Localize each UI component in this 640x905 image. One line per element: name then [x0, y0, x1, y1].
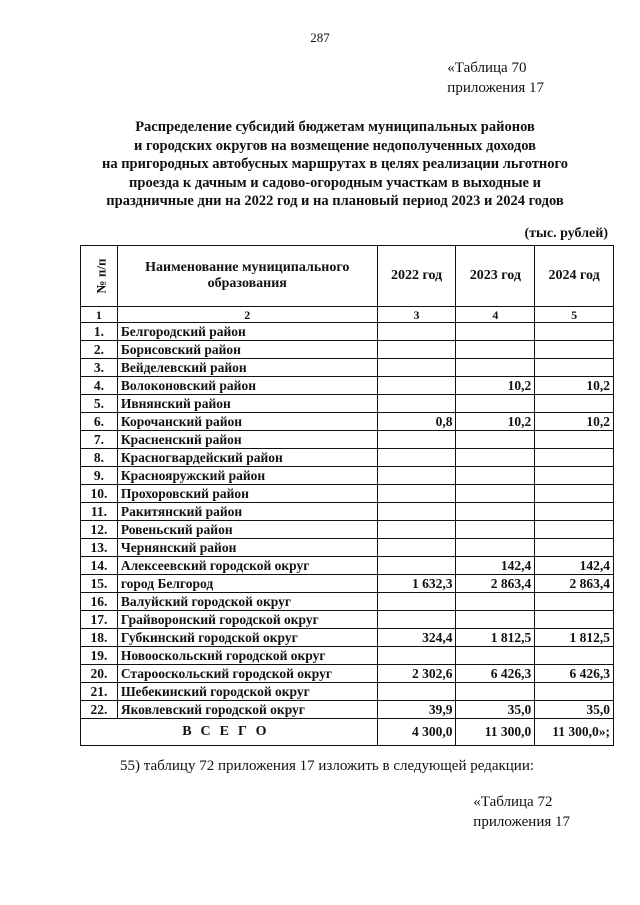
row-2022-cell [377, 521, 456, 539]
row-2024-cell: 10,2 [535, 377, 614, 395]
row-2024-cell [535, 611, 614, 629]
row-number-cell: 22. [81, 701, 118, 719]
row-2023-cell: 6 426,3 [456, 665, 535, 683]
row-number-cell: 18. [81, 629, 118, 647]
row-name-cell: Старооскольский городской округ [117, 665, 377, 683]
row-number-cell: 4. [81, 377, 118, 395]
row-2023-cell [456, 593, 535, 611]
table-row [81, 431, 614, 449]
row-2024-cell: 6 426,3 [535, 665, 614, 683]
row-2024-cell [535, 539, 614, 557]
row-2024-cell [535, 521, 614, 539]
table-reference-top [447, 58, 544, 98]
row-number-cell: 19. [81, 647, 118, 665]
row-2023-cell [456, 683, 535, 701]
row-2022-cell: 324,4 [377, 629, 456, 647]
row-name-cell: Краснояружский район [117, 467, 377, 485]
table-row [81, 593, 614, 611]
total-2023: 11 300,0 [456, 719, 535, 746]
index-cell: 5 [535, 307, 614, 323]
row-number-cell: 20. [81, 665, 118, 683]
row-2022-cell [377, 503, 456, 521]
index-cell: 2 [117, 307, 377, 323]
table-ref-line2: приложения 17 [473, 814, 570, 830]
row-2024-cell: 2 863,4 [535, 575, 614, 593]
row-2022-cell [377, 431, 456, 449]
table-row [81, 323, 614, 341]
row-number-cell: 10. [81, 485, 118, 503]
row-2023-cell: 35,0 [456, 701, 535, 719]
row-name-cell: Чернянский район [117, 539, 377, 557]
row-2022-cell [377, 359, 456, 377]
column-index-row [81, 307, 614, 323]
row-number-cell: 14. [81, 557, 118, 575]
table-row [81, 395, 614, 413]
row-name-cell: город Белгород [117, 575, 377, 593]
title-line-5: праздничные дни на 2022 год и на плановый период 2023 и 2024 годов [106, 193, 564, 209]
row-name-cell: Новооскольский городской округ [117, 647, 377, 665]
index-cell: 1 [81, 307, 118, 323]
row-name-cell: Яковлевский городской округ [117, 701, 377, 719]
row-2022-cell [377, 449, 456, 467]
table-row [81, 539, 614, 557]
row-number-cell: 8. [81, 449, 118, 467]
row-2023-cell: 10,2 [456, 413, 535, 431]
table-row [81, 521, 614, 539]
row-name-cell: Прохоровский район [117, 485, 377, 503]
row-number-cell: 7. [81, 431, 118, 449]
title-line-3: на пригородных автобусных маршрутах в целях реализации льготного [101, 156, 569, 172]
row-2022-cell [377, 377, 456, 395]
table-row [81, 557, 614, 575]
table-row [81, 701, 614, 719]
row-number-cell: 21. [81, 683, 118, 701]
row-2023-cell: 142,4 [456, 557, 535, 575]
table-ref-line1: «Таблица 70 [447, 60, 527, 76]
row-2022-cell [377, 485, 456, 503]
row-2024-cell [535, 431, 614, 449]
title-line-4: проезда к дачным и садово-огородным участкам в выходные и [129, 174, 541, 191]
table-row [81, 341, 614, 359]
row-number-cell: 2. [81, 341, 118, 359]
row-2022-cell [377, 395, 456, 413]
document-title [70, 118, 600, 211]
table-row [81, 359, 614, 377]
row-name-cell: Ивнянский район [117, 395, 377, 413]
table-row [81, 449, 614, 467]
row-name-cell: Вейделевский район [117, 359, 377, 377]
page-number: 287 [310, 30, 330, 45]
row-2024-cell [535, 341, 614, 359]
row-name-cell: Борисовский район [117, 341, 377, 359]
row-name-cell: Ракитянский район [117, 503, 377, 521]
table-row [81, 575, 614, 593]
units-label: (тыс. рублей) [524, 226, 608, 241]
table-row [81, 611, 614, 629]
row-name-cell: Ровеньский район [117, 521, 377, 539]
row-number-cell: 9. [81, 467, 118, 485]
row-2024-cell: 35,0 [535, 701, 614, 719]
row-number-cell: 3. [81, 359, 118, 377]
row-name-cell: Красногвардейский район [117, 449, 377, 467]
row-2023-cell [456, 521, 535, 539]
row-2023-cell [456, 611, 535, 629]
row-2024-cell: 1 812,5 [535, 629, 614, 647]
row-2024-cell [535, 467, 614, 485]
row-2024-cell [535, 323, 614, 341]
table-ref-line2: приложения 17 [447, 80, 544, 96]
table-header-row [81, 246, 614, 307]
row-2024-cell [535, 485, 614, 503]
row-2023-cell [456, 395, 535, 413]
row-2022-cell [377, 647, 456, 665]
row-2022-cell [377, 467, 456, 485]
row-2022-cell [377, 593, 456, 611]
row-2024-cell: 142,4 [535, 557, 614, 575]
row-2023-cell [456, 647, 535, 665]
row-2023-cell [456, 359, 535, 377]
title-line-1: Распределение субсидий бюджетам муниципальных районов [135, 119, 535, 135]
header-2023: 2023 год [456, 246, 535, 307]
row-number-cell: 12. [81, 521, 118, 539]
table-row [81, 413, 614, 431]
total-label: ВСЕГО [81, 719, 378, 746]
row-number-cell: 17. [81, 611, 118, 629]
row-2022-cell: 39,9 [377, 701, 456, 719]
index-cell: 4 [456, 307, 535, 323]
total-row [81, 719, 614, 746]
row-number-cell: 13. [81, 539, 118, 557]
row-2023-cell [456, 503, 535, 521]
row-2023-cell [456, 341, 535, 359]
row-2023-cell [456, 323, 535, 341]
row-name-cell: Грайворонский городской округ [117, 611, 377, 629]
row-name-cell: Валуйский городской округ [117, 593, 377, 611]
row-name-cell: Красненский район [117, 431, 377, 449]
row-2023-cell: 2 863,4 [456, 575, 535, 593]
table-row [81, 629, 614, 647]
row-2024-cell [535, 593, 614, 611]
row-2022-cell [377, 539, 456, 557]
row-2022-cell [377, 323, 456, 341]
table-row [81, 377, 614, 395]
row-2022-cell [377, 611, 456, 629]
row-number-cell: 1. [81, 323, 118, 341]
row-2023-cell: 1 812,5 [456, 629, 535, 647]
table-reference-bottom [473, 792, 570, 832]
row-2023-cell [456, 467, 535, 485]
row-number-cell: 6. [81, 413, 118, 431]
subsidy-table [80, 245, 614, 746]
header-number: № п/п [81, 246, 118, 307]
total-2024: 11 300,0»; [535, 719, 614, 746]
row-2024-cell [535, 395, 614, 413]
row-2024-cell [535, 449, 614, 467]
title-line-2: и городских округов на возмещение недополученных доходов [134, 137, 536, 154]
table-row [81, 503, 614, 521]
table-row [81, 665, 614, 683]
row-2022-cell [377, 683, 456, 701]
row-2024-cell [535, 359, 614, 377]
table-row [81, 485, 614, 503]
index-cell: 3 [377, 307, 456, 323]
instruction-text: 55) таблицу 72 приложения 17 изложить в следующей редакции: [120, 758, 535, 774]
row-2022-cell: 2 302,6 [377, 665, 456, 683]
header-2024: 2024 год [535, 246, 614, 307]
header-2022: 2022 год [377, 246, 456, 307]
total-2022: 4 300,0 [377, 719, 456, 746]
row-number-cell: 11. [81, 503, 118, 521]
table-row [81, 467, 614, 485]
table-ref-line1: «Таблица 72 [473, 794, 553, 810]
row-name-cell: Шебекинский городской округ [117, 683, 377, 701]
row-number-cell: 15. [81, 575, 118, 593]
row-2023-cell [456, 431, 535, 449]
row-2022-cell [377, 557, 456, 575]
table-row [81, 683, 614, 701]
row-number-cell: 16. [81, 593, 118, 611]
row-2024-cell [535, 647, 614, 665]
table-row [81, 647, 614, 665]
row-number-cell: 5. [81, 395, 118, 413]
row-name-cell: Волоконовский район [117, 377, 377, 395]
row-2023-cell [456, 539, 535, 557]
row-2024-cell: 10,2 [535, 413, 614, 431]
row-2024-cell [535, 683, 614, 701]
row-name-cell: Белгородский район [117, 323, 377, 341]
row-2024-cell [535, 503, 614, 521]
row-2022-cell: 0,8 [377, 413, 456, 431]
row-name-cell: Губкинский городской округ [117, 629, 377, 647]
row-2022-cell [377, 341, 456, 359]
row-2023-cell: 10,2 [456, 377, 535, 395]
row-2022-cell: 1 632,3 [377, 575, 456, 593]
row-2023-cell [456, 485, 535, 503]
row-name-cell: Корочанский район [117, 413, 377, 431]
header-name: Наименование муниципального образования [117, 246, 377, 307]
row-2023-cell [456, 449, 535, 467]
row-name-cell: Алексеевский городской округ [117, 557, 377, 575]
